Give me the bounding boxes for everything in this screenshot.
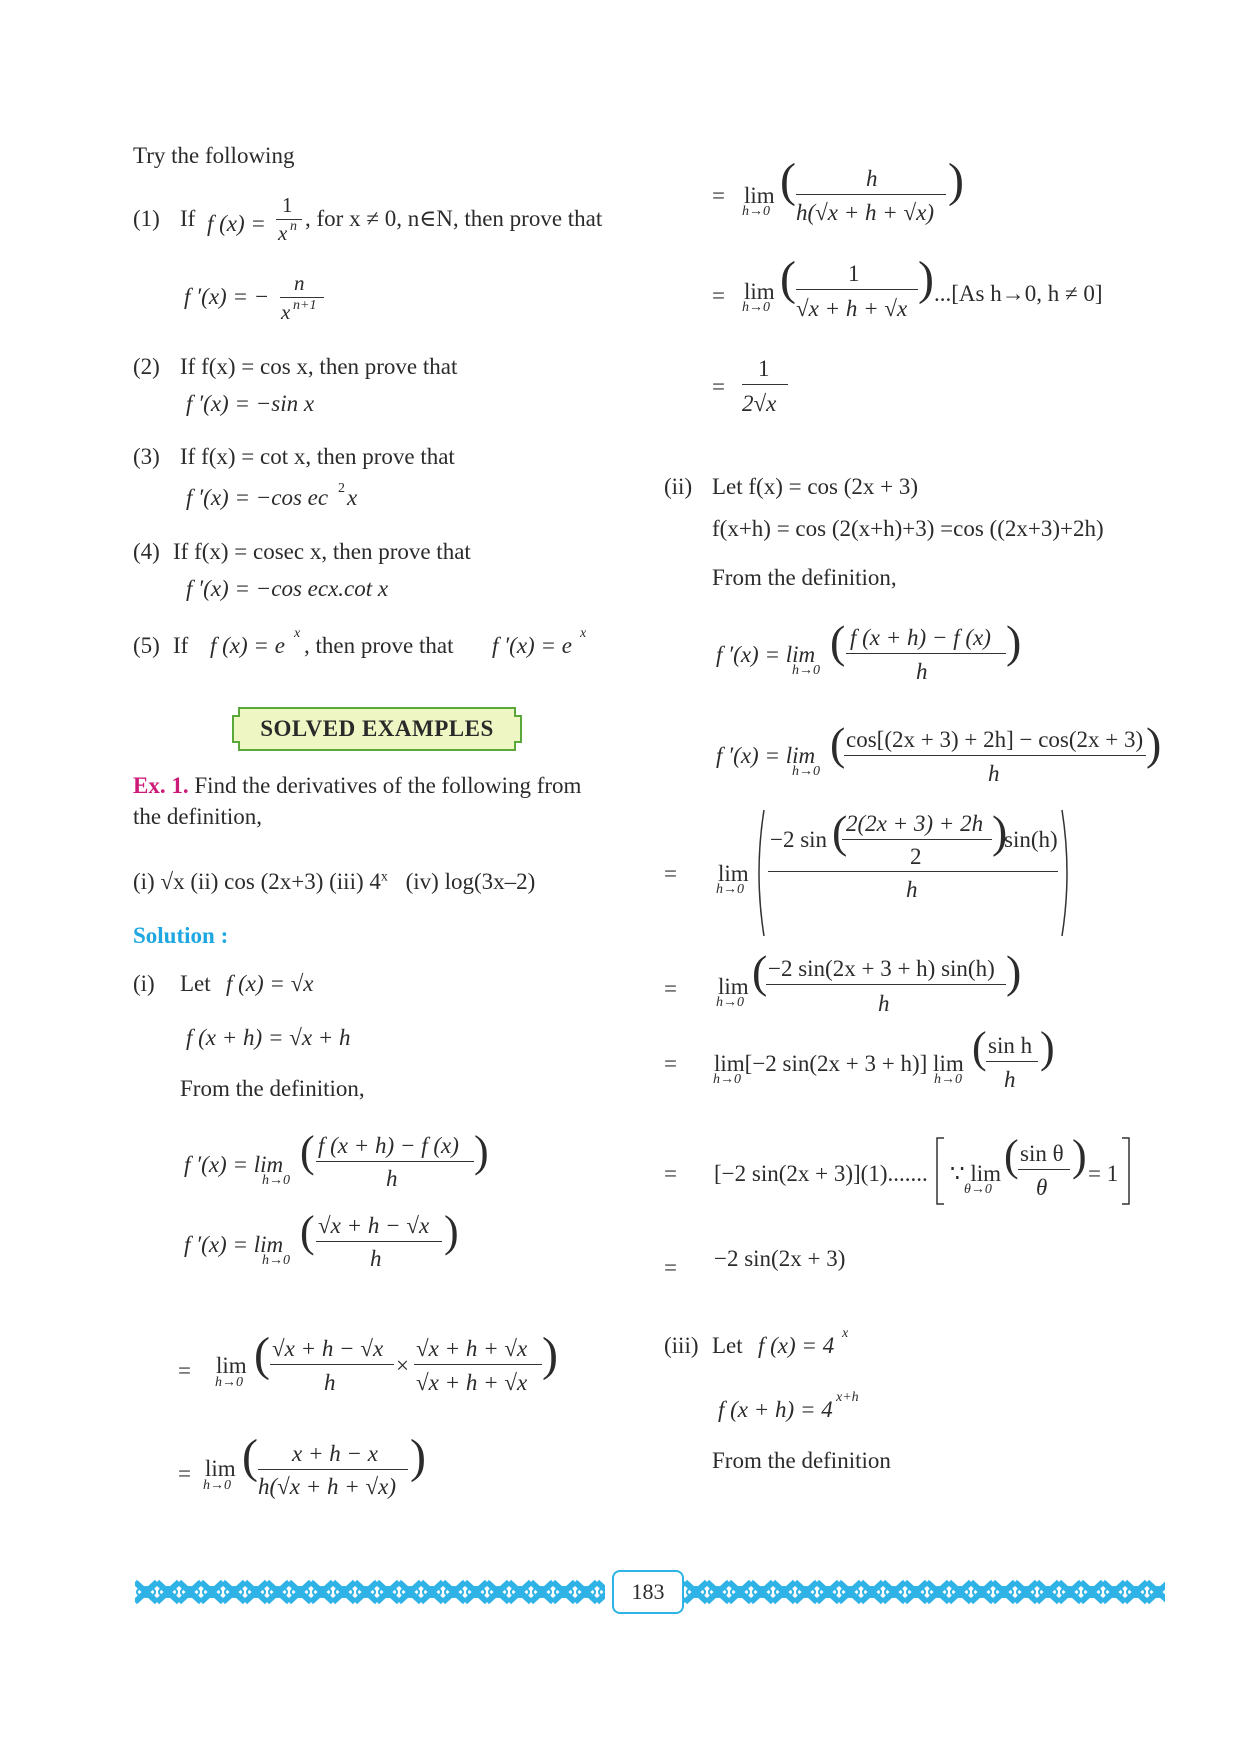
numerator-prefix: −2 sin: [770, 827, 828, 852]
equals-sign: =: [712, 283, 725, 308]
fraction-denominator: h: [916, 659, 928, 684]
try-heading: Try the following: [133, 143, 295, 168]
right-bracket: [1120, 1136, 1132, 1206]
from-definition: From the definition: [712, 1448, 891, 1473]
limit-operator: lim: [718, 861, 749, 886]
fraction-numerator: −2 sin(2x + 3 + h) sin(h): [768, 956, 995, 981]
fraction-denominator: θ: [1036, 1175, 1048, 1200]
fraction-numerator: 1: [848, 261, 860, 286]
let-text: Let: [712, 1333, 743, 1358]
item-result-tail: x: [347, 485, 358, 510]
function-definition: f (x) = √x: [226, 971, 314, 996]
fraction-bar: [270, 1364, 394, 1365]
item-number: (1): [133, 206, 160, 231]
item-condition: , for x ≠ 0, n∈N, then prove that: [305, 206, 603, 231]
fraction-bar: [766, 984, 1006, 985]
fraction-denominator: h: [906, 877, 918, 902]
fraction-numerator: √x + h − √x: [318, 1213, 430, 1238]
fraction-denominator: h(√x + h + √x): [796, 200, 935, 225]
fraction-numerator: sin h: [988, 1033, 1033, 1058]
fraction-denominator: h: [878, 991, 890, 1016]
part-label: (i): [133, 971, 155, 996]
fraction-bar: [768, 871, 1058, 872]
fraction-bar: [846, 653, 1006, 654]
result-lhs: f ′(x) = −: [184, 284, 270, 309]
function-shifted: f (x + h) = 4: [718, 1397, 833, 1422]
fraction-numerator: f (x + h) − f (x): [318, 1133, 459, 1158]
exponent: 2: [338, 481, 345, 496]
equals-sign: =: [712, 183, 725, 208]
derivative-lhs: f ′(x) = lim: [184, 1232, 284, 1257]
fraction-denominator: h: [1004, 1067, 1016, 1092]
item-fx: f (x) = e: [210, 633, 285, 658]
equals-sign: =: [178, 1358, 191, 1383]
limit-subscript: h→0: [934, 1072, 962, 1087]
exponent: x+h: [836, 1390, 859, 1405]
from-definition: From the definition,: [180, 1076, 365, 1101]
item-text: If f(x) = cos x, then prove that: [180, 354, 458, 379]
part-label: (iii): [664, 1333, 699, 1358]
fraction-bar: [796, 194, 946, 195]
fraction-denominator: 2√x: [742, 391, 777, 416]
fraction-denominator: h: [386, 1166, 398, 1191]
item-text: If f(x) = cot x, then prove that: [180, 444, 455, 469]
derivative-lhs: f ′(x) = lim: [716, 743, 816, 768]
fraction-bar: [986, 1061, 1038, 1062]
limit-subscript: h→0: [262, 1173, 290, 1188]
fraction-numerator: sin θ: [1020, 1141, 1064, 1166]
limit-subscript: h→0: [716, 882, 744, 897]
fraction-bar: [844, 755, 1146, 756]
limit-subscript: h→0: [792, 764, 820, 779]
fraction-bar: [276, 219, 302, 220]
example-parts-tail: (iv) log(3x–2): [405, 869, 536, 894]
fraction-numerator: 1: [758, 356, 770, 381]
fraction-denominator: h: [370, 1246, 382, 1271]
limit-subscript: θ→0: [964, 1182, 992, 1197]
limit-subscript: h→0: [262, 1253, 290, 1268]
times-sign: ×: [396, 1353, 409, 1378]
left-paren: [752, 808, 766, 938]
exponent: n: [290, 219, 297, 234]
item-result: f ′(x) = −cos ec: [186, 485, 329, 510]
fraction-numerator: h: [866, 166, 878, 191]
limit-subscript: h→0: [742, 204, 770, 219]
limit-operator: lim: [205, 1456, 236, 1481]
example-label: Ex. 1.: [133, 773, 189, 798]
limit-operator: lim: [744, 279, 775, 304]
item-result: f ′(x) = −cos ecx.cot x: [186, 576, 389, 601]
limit-operator: lim: [744, 183, 775, 208]
fraction-denominator: h(√x + h + √x): [258, 1474, 397, 1499]
equals-one: = 1: [1088, 1161, 1119, 1186]
inner-numerator: 2(2x + 3) + 2h: [846, 811, 984, 836]
limit-operator: lim: [216, 1353, 247, 1378]
equals-sign: =: [664, 861, 677, 886]
fraction-bar: [258, 1469, 408, 1470]
exponent: x: [294, 626, 301, 641]
function-definition: f (x) = 4: [758, 1333, 835, 1358]
equals-sign: =: [664, 1255, 677, 1280]
limit-subscript: h→0: [713, 1072, 741, 1087]
limit-product: lim[−2 sin(2x + 3 + h)] lim: [714, 1051, 964, 1076]
fraction-bar: [316, 1241, 442, 1242]
fraction-numerator: √x + h − √x: [272, 1336, 384, 1361]
fraction-denominator: h: [988, 761, 1000, 786]
limit-subscript: h→0: [203, 1478, 231, 1493]
exponent: x: [842, 1326, 849, 1341]
equals-sign: =: [712, 374, 725, 399]
derivative-lhs: f ′(x) = lim: [184, 1152, 284, 1177]
from-definition: From the definition,: [712, 565, 897, 590]
let-text: Let: [180, 971, 211, 996]
fraction-bar: [842, 839, 992, 840]
item-number: (3): [133, 444, 160, 469]
fraction-bar: [1018, 1169, 1070, 1170]
result-denominator: x: [281, 300, 291, 324]
item-fx: f (x) =: [207, 211, 266, 236]
exponent: x: [380, 869, 388, 885]
equals-sign: =: [178, 1461, 191, 1486]
item-fpx: f ′(x) = e: [492, 633, 572, 658]
right-paren: [1060, 808, 1074, 938]
equals-sign: =: [664, 1051, 677, 1076]
fraction-bar: [796, 289, 918, 290]
let-text: Let f(x) = cos (2x + 3): [712, 474, 919, 499]
derivative-lhs: f ′(x) = lim: [716, 642, 816, 667]
example-text-2: the definition,: [133, 804, 263, 829]
fraction-numerator: cos[(2x + 3) + 2h] − cos(2x + 3): [846, 727, 1144, 752]
item-text: If f(x) = cosec x, then prove that: [173, 539, 471, 564]
item-number: (2): [133, 354, 160, 379]
numerator-suffix: sin(h): [1004, 827, 1058, 852]
part-label: (ii): [664, 474, 693, 499]
fraction-denominator: √x + h + √x: [796, 296, 908, 321]
item-number: (5): [133, 633, 160, 658]
exponent: n+1: [293, 298, 317, 313]
item-text: If: [173, 633, 189, 658]
limit-subscript: h→0: [716, 995, 744, 1010]
equals-sign: =: [664, 1161, 677, 1186]
result-numerator: n: [294, 271, 305, 295]
fraction-denominator: x: [278, 221, 288, 245]
page-number: 183: [612, 1570, 684, 1614]
item-if: If: [180, 206, 196, 231]
item-number: (4): [133, 539, 160, 564]
inner-denominator: 2: [910, 844, 922, 869]
function-shifted: f(x+h) = cos (2(x+h)+3) =cos ((2x+3)+2h): [712, 516, 1104, 541]
fraction-numerator: f (x + h) − f (x): [850, 625, 991, 650]
solution-label: Solution :: [133, 923, 229, 948]
solved-examples-banner: [231, 706, 523, 752]
fraction-numerator: 1: [282, 193, 293, 217]
equals-sign: =: [664, 976, 677, 1001]
exponent: x: [580, 626, 587, 641]
fraction-bar: [316, 1161, 474, 1162]
limit-subscript: h→0: [215, 1375, 243, 1390]
fraction-denominator: √x + h + √x: [416, 1370, 528, 1395]
banner-title: SOLVED EXAMPLES: [260, 716, 494, 741]
limit-operator: lim: [718, 974, 749, 999]
evaluated-expression: [−2 sin(2x + 3)](1).......: [714, 1161, 928, 1186]
because-limit: ∵ lim: [950, 1161, 1002, 1186]
final-result: −2 sin(2x + 3): [714, 1246, 846, 1271]
fraction-numerator: x + h − x: [292, 1441, 378, 1466]
limit-note: ...[As h→0, h ≠ 0]: [934, 281, 1103, 306]
fraction-numerator: √x + h + √x: [416, 1336, 528, 1361]
item-result: f ′(x) = −sin x: [186, 391, 315, 416]
item-text-b: , then prove that: [304, 633, 454, 658]
fraction-bar: [742, 384, 788, 385]
fraction-denominator: h: [324, 1370, 336, 1395]
fraction-bar: [414, 1364, 542, 1365]
example-text: Find the derivatives of the following from: [194, 773, 582, 798]
limit-subscript: h→0: [742, 300, 770, 315]
limit-subscript: h→0: [792, 663, 820, 678]
left-bracket: [934, 1136, 946, 1206]
example-parts: (i) √x (ii) cos (2x+3) (iii) 4: [133, 869, 381, 894]
function-shifted: f (x + h) = √x + h: [186, 1025, 351, 1050]
